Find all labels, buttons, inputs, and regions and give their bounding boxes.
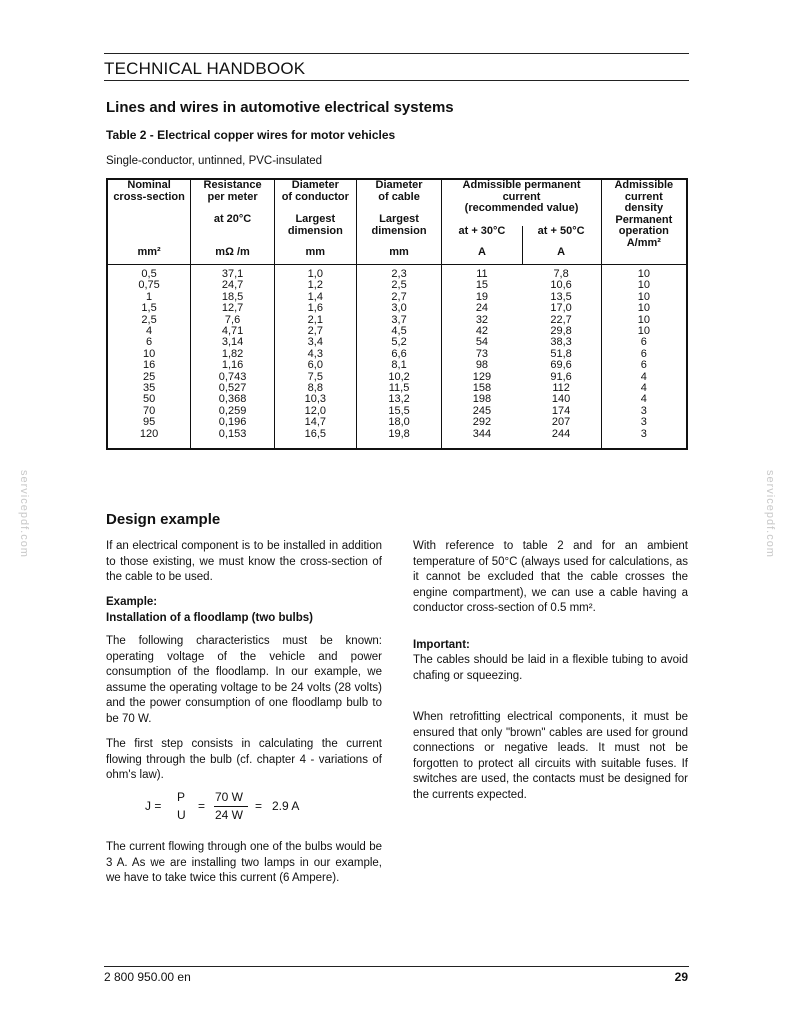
cell-resistance: 0,153 (218, 427, 247, 440)
cell-resistance: 12,7 (221, 302, 244, 315)
cell-diameter-cable: 2,3 (391, 268, 407, 280)
eq-num-power: 70 W (215, 790, 244, 804)
design-paragraph-1: If an electrical component is to be installed in addition to those existing, we must know the cross-section of the cable to be used. (106, 540, 382, 583)
footer-page-number: 29 (674, 970, 688, 984)
cell-current-density: 6 (640, 359, 647, 372)
cell-diameter-conductor: 12,0 (304, 404, 327, 417)
cell-resistance: 1,82 (221, 347, 244, 360)
cell-current-density: 10 (637, 279, 650, 292)
cell-current-50: 10,6 (550, 279, 572, 292)
cell-diameter-conductor: 6,0 (307, 359, 323, 372)
cell-current-30: 98 (475, 359, 489, 372)
cell-current-density: 4 (640, 393, 647, 406)
section-title: Lines and wires in automotive electrical systems (106, 99, 454, 116)
cell-current-50: 112 (552, 382, 570, 395)
cell-resistance: 18,5 (221, 290, 244, 303)
cell-resistance: 7,6 (224, 313, 241, 326)
example-heading (106, 595, 382, 626)
eq-result: 2.9 A (272, 799, 300, 813)
design-example-title: Design example (106, 511, 221, 528)
cell-diameter-conductor: 2,7 (307, 325, 323, 338)
cell-resistance: 37,1 (221, 268, 244, 280)
cell-cross-section: 0,75 (138, 279, 160, 292)
cell-current-50: 174 (551, 404, 571, 417)
cell-current-density: 6 (640, 347, 647, 360)
design-right-paragraph-2: The cables should be laid in a flexible tubing to avoid chafing or squeezing. (413, 654, 688, 682)
cell-current-density: 4 (640, 382, 647, 395)
cell-current-30: 158 (472, 382, 492, 395)
table-title: Table 2 - Electrical copper wires for motor vehicles (106, 128, 396, 142)
example-title: Installation of a floodlamp (two bulbs) (106, 611, 313, 624)
cell-current-50: 140 (551, 393, 571, 406)
cell-cross-section: 4 (146, 325, 153, 338)
cell-current-30: 32 (475, 313, 489, 326)
watermark-right: servicepdf.com (764, 470, 776, 558)
cell-diameter-conductor: 4,3 (307, 347, 323, 360)
cell-diameter-cable: 4,5 (391, 325, 407, 338)
footer-doc-number: 2 800 950.00 en (104, 970, 191, 984)
cell-diameter-conductor: 10,3 (304, 393, 327, 406)
table-body (107, 265, 687, 450)
cell-current-30: 292 (472, 416, 492, 429)
design-right-paragraph-1: With reference to table 2 and for an ambient temperature of 50°C (always used for calculations, as it cannot be excluded that the cable crosses the engine compartment), we can use a cable having a conductor cross-section of 0.5 mm². (413, 540, 688, 614)
cell-resistance: 0,527 (218, 382, 247, 395)
cell-diameter-conductor: 1,2 (307, 279, 323, 292)
watermark-left: servicepdf.com (18, 470, 30, 558)
cell-cross-section: 10 (142, 347, 156, 360)
cell-resistance: 0,368 (218, 393, 247, 406)
cell-current-30: 19 (475, 290, 489, 303)
header-diameter-cable: Diameter of cable Largest dimension mm (356, 179, 442, 265)
cell-current-50: 13,5 (550, 290, 572, 303)
eq-equals-2: = (255, 799, 263, 813)
cell-current-50: 69,6 (550, 359, 572, 372)
cell-diameter-conductor: 7,5 (307, 370, 323, 383)
header-diameter-conductor: Diameter of conductor Largest dimension mm (274, 179, 356, 265)
cell-cross-section: 1,5 (141, 302, 157, 315)
cell-diameter-conductor: 14,7 (304, 416, 327, 429)
cell-current-density: 10 (637, 325, 650, 338)
cell-diameter-cable: 3,7 (391, 313, 407, 326)
cell-diameter-conductor: 1,0 (307, 268, 323, 280)
design-right-paragraph-3: When retrofitting electrical components, it must be ensured that only "brown" cables are used for ground connections or negative leads. It must not be forgotten to protect all circuits with suitable fuses. If switches are used, the contacts must be designed for the currents expected. (413, 711, 688, 801)
cell-current-50: 22,7 (550, 313, 572, 326)
cell-diameter-cable: 15,5 (388, 404, 410, 417)
cell-diameter-cable: 5,2 (391, 336, 407, 349)
cell-current-30: 245 (472, 404, 492, 417)
header-current-density: Admissible current density Permanent operation A/mm² (601, 179, 687, 265)
cell-diameter-conductor: 16,5 (304, 427, 327, 440)
column-current-30 (442, 265, 522, 450)
cell-current-30: 42 (475, 325, 489, 338)
cell-current-density: 6 (640, 336, 647, 349)
cell-cross-section: 0,5 (141, 268, 157, 280)
header-resistance: Resistance per meter at 20°C mΩ /m (191, 179, 275, 265)
eq-num-p: P (177, 790, 186, 804)
cell-current-30: 24 (475, 302, 489, 315)
table-subtitle: Single-conductor, untinned, PVC-insulated (106, 155, 323, 167)
footer-rule (104, 966, 689, 967)
cell-diameter-conductor: 8,8 (307, 382, 323, 395)
cell-diameter-conductor: 3,4 (307, 336, 323, 349)
column-diameter-cable (356, 265, 442, 450)
column-current-50 (522, 265, 602, 450)
cell-diameter-cable: 2,7 (391, 290, 407, 303)
cell-cross-section: 6 (146, 336, 153, 349)
cell-current-density: 3 (640, 416, 647, 429)
cell-resistance: 4,71 (221, 325, 244, 338)
wire-table (106, 178, 688, 450)
cell-resistance: 1,16 (221, 359, 244, 372)
cell-current-density: 10 (637, 313, 650, 326)
cell-resistance: 0,743 (218, 370, 247, 383)
cell-cross-section: 16 (142, 359, 156, 372)
cell-cross-section: 120 (139, 427, 159, 440)
header-admissible-current: Admissible permanent current (recommended value) at + 30°C at + 50°C A A (442, 179, 601, 265)
cell-current-50: 207 (551, 416, 571, 429)
cell-current-30: 54 (475, 336, 489, 349)
eq-den-u: U (177, 808, 186, 822)
cell-cross-section: 50 (142, 393, 156, 406)
current-equation (145, 790, 345, 824)
eq-den-voltage: 24 W (215, 808, 244, 822)
cell-diameter-cable: 3,0 (391, 302, 407, 315)
cell-diameter-conductor: 1,4 (307, 290, 323, 303)
important-label: Important: (413, 639, 470, 651)
cell-current-50: 29,8 (550, 325, 572, 338)
cell-cross-section: 2,5 (141, 313, 157, 326)
cell-resistance: 0,196 (218, 416, 247, 429)
cell-diameter-cable: 19,8 (388, 427, 410, 440)
cell-diameter-cable: 2,5 (391, 279, 407, 292)
cell-current-density: 10 (637, 302, 650, 315)
cell-diameter-conductor: 2,1 (307, 313, 323, 326)
design-paragraph-3: The first step consists in calculating the current flowing through the bulb (cf. chapter 4 - variations of ohm's law). (106, 738, 382, 781)
cell-diameter-cable: 8,1 (391, 359, 407, 372)
cell-current-50: 38,3 (550, 336, 572, 349)
eq-equals-1: = (198, 799, 206, 813)
cell-current-30: 11 (476, 268, 488, 280)
column-current-density (601, 265, 687, 450)
cell-diameter-cable: 18,0 (388, 416, 410, 429)
cell-diameter-cable: 6,6 (391, 347, 407, 360)
cell-current-30: 198 (472, 393, 492, 406)
cell-cross-section: 25 (142, 370, 156, 383)
cell-current-density: 3 (640, 404, 647, 417)
cell-diameter-cable: 10,2 (388, 370, 410, 383)
header-rule (104, 53, 689, 54)
example-label: Example: (106, 596, 158, 608)
header-cross-section: Nominal cross-section mm² (107, 179, 191, 265)
cell-cross-section: 70 (142, 404, 156, 417)
cell-diameter-cable: 13,2 (388, 393, 410, 406)
cell-current-30: 344 (472, 427, 492, 440)
cell-cross-section: 35 (142, 382, 156, 395)
design-paragraph-4: The current flowing through one of the bulbs would be 3 A. As we are installing two lamps in our example, we have to take twice this current (6 Ampere). (106, 841, 382, 884)
cell-current-50: 17,0 (550, 302, 572, 315)
cell-cross-section: 95 (142, 416, 156, 429)
cell-current-50: 91,6 (550, 370, 572, 383)
cell-current-density: 10 (637, 268, 650, 280)
cell-resistance: 3,14 (221, 336, 244, 349)
cell-current-30: 129 (472, 370, 492, 383)
column-resistance (191, 265, 275, 450)
header-rule-bottom (104, 80, 689, 81)
cell-current-density: 4 (640, 370, 647, 383)
cell-resistance: 24,7 (221, 279, 244, 292)
design-paragraph-2: The following characteristics must be known: operating voltage of the vehicle and power consumption of the floodlamp. In our example, we assume the operating voltage to be 24 volts (28 volts) and the power consumption of one floodlamp bulb to be 70 W. (106, 635, 382, 725)
page-header-title: TECHNICAL HANDBOOK (104, 59, 306, 78)
cell-current-50: 51,8 (550, 347, 572, 360)
column-cross-section (107, 265, 191, 450)
cell-current-density: 10 (637, 290, 650, 303)
cell-diameter-conductor: 1,6 (307, 302, 323, 315)
column-diameter-conductor (274, 265, 356, 450)
cell-current-50: 244 (551, 427, 571, 440)
eq-lhs: J = (145, 799, 162, 813)
cell-current-50: 7,8 (553, 268, 569, 280)
cell-cross-section: 1 (146, 290, 153, 303)
table-header-row (107, 179, 687, 265)
cell-current-30: 73 (475, 347, 489, 360)
cell-diameter-cable: 11,5 (388, 382, 410, 395)
cell-current-30: 15 (475, 279, 489, 292)
cell-current-density: 3 (640, 427, 647, 440)
cell-resistance: 0,259 (218, 404, 247, 417)
